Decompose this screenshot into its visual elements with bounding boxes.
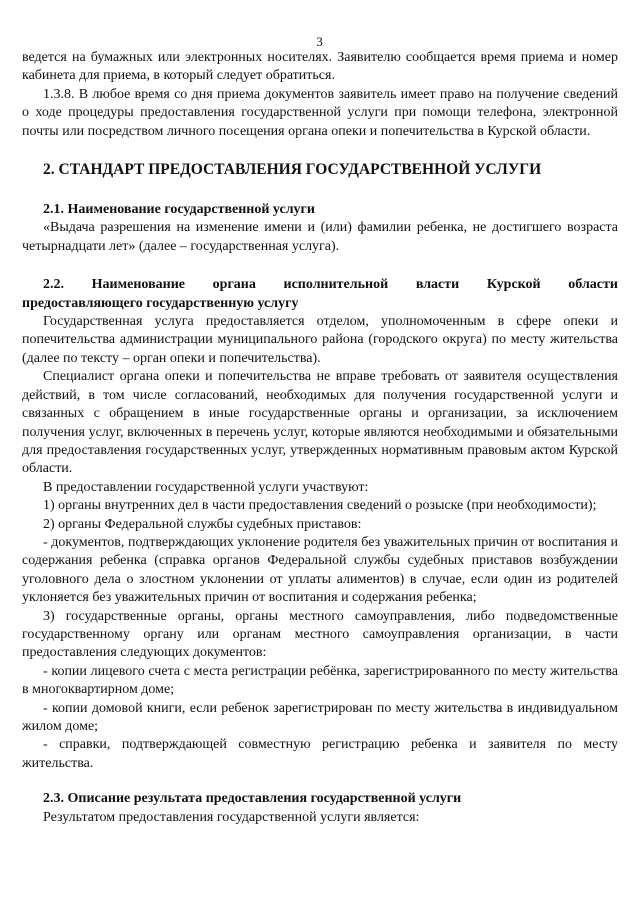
section-2-2-paragraph-2: Специалист органа опеки и попечительства не вправе требовать от заявителя осуществления действий, в том числе согласований, необходимых для получения государственной услуги и связанных с обращением в иные государственные органы и организации, за исключением получения услуг, включенных в перечень услуг, которые являются необходимыми и обязательными для предоставления государственных услуг, утвержденных нормативным правовым актом Курской области. [22,369,618,477]
intro-paragraph-2: 1.3.8. В любое время со дня приема документов заявитель имеет право на получение сведений о ходе процедуры предоставления государственной услуги при помощи телефона, электронной почты или посредством личного посещения органа опеки и попечительства в Курской области. [22,86,618,139]
section-2-2-paragraph-9: - копии домовой книги, если ребенок зарегистрирован по месту жительства в индивидуальном жилом доме; [22,700,618,734]
heading-word: исполнительной [283,277,389,293]
section-2-1-heading: 2.1. Наименование государственной услуги [43,202,315,218]
section-2-1-text: «Выдача разрешения на изменение имени и (или) фамилии ребенка, не достигшего возраста четырнадцати лет» (далее – государственная услуга). [22,220,618,254]
section-2-2-heading-line-1 [22,276,618,294]
section-2-3-heading: 2.3. Описание результата предоставления государственной услуги [43,791,462,807]
heading-word: органа [212,277,256,293]
section-2-2-heading [22,276,618,313]
section-2-2-paragraph-1: Государственная услуга предоставляется отделом, уполномоченным в сфере опеки и попечительства администрации муниципального района (городского округа) по месту жительства (далее по тексту – орган опеки и попечительства). [22,314,618,366]
section-2-2-paragraph-3: В предоставлении государственной услуги участвуют: [43,479,369,495]
page-number: 3 [316,34,323,49]
heading-word: 2.2. [43,277,64,293]
section-2-2-paragraph-8: - копии лицевого счета с места регистрации ребёнка, зарегистрированного по месту жительства в многоквартирном доме; [22,663,618,698]
heading-word: власти [415,277,460,293]
page-content [22,49,618,827]
section-2-2-paragraph-4: 1) органы внутренних дел в части предоставления сведений о розыске (при необходимости); [43,498,597,514]
heading-word: области [568,277,618,293]
heading-word: Наименование [91,277,185,293]
section-2-2-paragraph-5: 2) органы Федеральной службы судебных приставов: [43,516,362,532]
section-2-2-paragraph-7: 3) государственные органы, органы местного самоуправления, либо подведомственные государственному органу или органам местного самоуправления организации, в части предоставления следующих документов: [22,608,618,661]
section-2-3-text: Результатом предоставления государственной услуги является: [43,809,420,825]
intro-paragraph-1: ведется на бумажных или электронных носителях. Заявителю сообщается время приема и номер кабинета для приема, в который следует обратиться. [22,50,618,84]
section-2-2-heading-line-2: предоставляющего государственную услугу [22,295,299,311]
section-2-2-paragraph-6: - документов, подтверждающих уклонение родителя без уважительных причин от воспитания и содержания ребенка (справка органов Федеральной службы судебных приставов возбуждении уголовного дела о злостном уклонении от уплаты алиментов) в случае, если один из родителей уклоняется без уважительных причин от воспитания и содержания ребенка; [22,534,618,606]
heading-word: Курской [486,277,541,293]
section-2-2-paragraph-10: - справки, подтверждающей совместную регистрацию ребенка и заявителя по месту жительства. [22,737,618,771]
section-2-title: 2. СТАНДАРТ ПРЕДОСТАВЛЕНИЯ ГОСУДАРСТВЕННОЙ УСЛУГИ [43,161,542,179]
